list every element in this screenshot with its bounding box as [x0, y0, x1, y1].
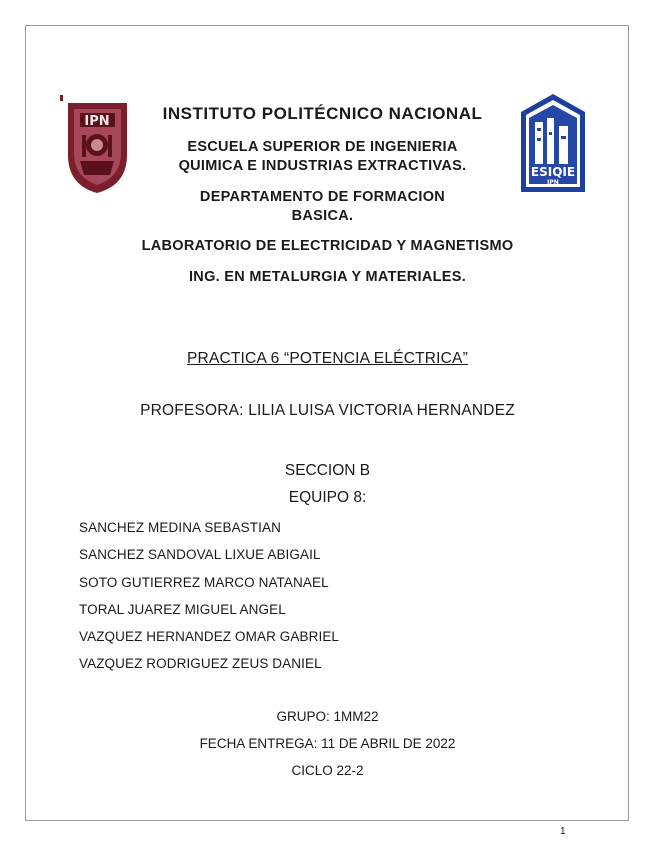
team-label: EQUIPO 8:: [288, 489, 367, 506]
department-name: [0, 188, 645, 226]
team-member: SOTO GUTIERREZ MARCO NATANAEL: [79, 574, 329, 590]
practice-title: PRACTICA 6 “POTENCIA ELÉCTRICA”: [187, 350, 468, 367]
page-number: 1: [560, 826, 566, 837]
cycle-label: CICLO 22-2: [291, 763, 364, 778]
team-member: SANCHEZ SANDOVAL LIXUE ABIGAIL: [79, 547, 321, 563]
team-member: VAZQUEZ HERNANDEZ OMAR GABRIEL: [79, 629, 340, 645]
team-member: SANCHEZ MEDINA SEBASTIAN: [79, 520, 281, 535]
career-name: ING. EN METALURGIA Y MATERIALES.: [188, 269, 467, 285]
school-name: [0, 138, 645, 176]
team-member: VAZQUEZ RODRIGUEZ ZEUS DANIEL: [79, 656, 322, 672]
school-name-line1: ESCUELA SUPERIOR DE INGENIERIA: [187, 139, 458, 155]
team-member: TORAL JUAREZ MIGUEL ANGEL: [79, 601, 286, 617]
svg-text:IPN: IPN: [84, 114, 110, 129]
section-label: SECCION B: [284, 462, 371, 479]
delivery-date: FECHA ENTREGA: 11 DE ABRIL DE 2022: [199, 736, 456, 751]
department-line2: BASICA.: [291, 208, 354, 224]
department-line1: DEPARTAMENTO DE FORMACION: [199, 189, 446, 205]
school-name-line2: QUIMICA E INDUSTRIAS EXTRACTIVAS.: [178, 158, 467, 174]
team-members-list: [79, 518, 339, 682]
teacher-name: PROFESORA: LILIA LUISA VICTORIA HERNANDEZ: [140, 402, 515, 419]
svg-text:IPN: IPN: [547, 179, 559, 186]
group-label: GRUPO: 1MM22: [276, 709, 379, 724]
svg-text:ESIQIE: ESIQIE: [530, 165, 576, 179]
laboratory-name: LABORATORIO DE ELECTRICIDAD Y MAGNETISMO: [141, 238, 514, 254]
institute-title: INSTITUTO POLITÉCNICO NACIONAL: [162, 104, 483, 123]
